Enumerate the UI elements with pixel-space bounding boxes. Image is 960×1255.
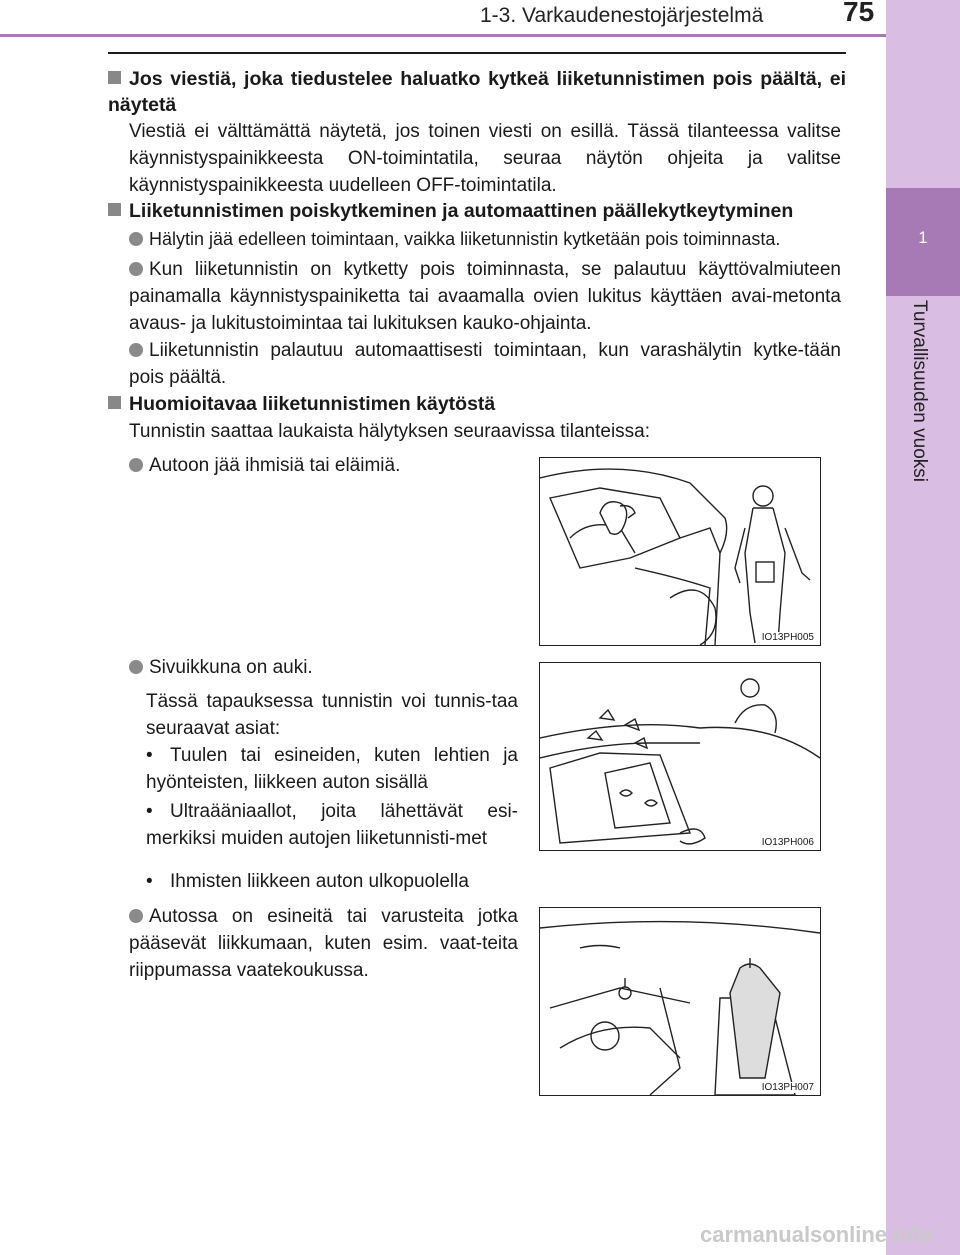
figure-open-window <box>539 662 821 851</box>
section-body-1: Viestiä ei välttämättä näytetä, jos toinen viesti on esillä. Tässä tilanteessa valitse käynnistyspainikkeesta ON-toimintatila, seuraa näytön ohjeita ja valitse käynnistyspainikkeesta uudelleen OFF-toimintatila. <box>129 121 841 196</box>
figure-code: IO13PH007 <box>761 1082 814 1093</box>
condition-subtext: Tässä tapauksessa tunnistin voi tunnis-taa seuraavat asiat: <box>146 691 518 739</box>
condition-item: Autoon jää ihmisiä tai eläimiä. <box>129 452 509 479</box>
bullet-item: Kun liiketunnistin on kytketty pois toiminnasta, se palautuu käyttövalmiuteen painamalla käynnistyspainiketta tai avaamalla ovien lukitus käyttäen avai-metonta avaus- ja lukitustoimintaa tai lukituksen kauko-ohjainta. <box>129 259 841 334</box>
round-bullet-icon <box>129 343 143 357</box>
section-title: 1-3. Varkaudenestojärjestelmä <box>480 4 764 27</box>
round-bullet-icon <box>129 660 143 674</box>
figure-car-with-dog <box>539 457 821 646</box>
round-bullet-icon <box>129 232 143 246</box>
header-divider <box>0 34 886 37</box>
section-heading-1: Jos viestiä, joka tiedustelee haluatko kytkeä liiketunnistimen pois päältä, ei näytetä <box>108 68 846 116</box>
interior-hanging-clothes-illustration <box>540 908 820 1095</box>
square-bullet-icon <box>108 203 121 216</box>
square-bullet-icon <box>108 396 121 409</box>
bullet-item: Hälytin jää edelleen toimintaan, vaikka liiketunnistin kytketään pois toiminnasta. <box>129 226 859 253</box>
figure-code: IO13PH005 <box>761 632 814 643</box>
open-window-leaves-illustration <box>540 663 820 850</box>
condition-item: Autossa on esineitä tai varusteita jotka pääsevät liikkumaan, kuten esim. vaat-teita riippumassa vaatekoukussa. <box>129 906 518 981</box>
chapter-title: Turvallisuuden vuoksi <box>909 300 930 482</box>
section-heading-2: Liiketunnistimen poiskytkeminen ja automaattinen päällekytkeytyminen <box>108 198 858 224</box>
top-rule <box>108 52 846 54</box>
sub-bullet-item: • Ihmisten liikkeen auton ulkopuolella <box>146 871 469 892</box>
watermark: carmanualsonline.info <box>700 1222 934 1247</box>
sub-bullet-item: • Tuulen tai esineiden, kuten lehtien ja hyönteisten, liikkeen auton sisällä <box>146 745 518 793</box>
figure-code: IO13PH006 <box>761 837 814 848</box>
round-bullet-icon <box>129 458 143 472</box>
page-number: 75 <box>843 0 875 27</box>
condition-item: Sivuikkuna on auki. <box>129 654 509 681</box>
round-bullet-icon <box>129 909 143 923</box>
section-intro-3: Tunnistin saattaa laukaista hälytyksen seuraavissa tilanteissa: <box>129 421 651 442</box>
round-bullet-icon <box>129 262 143 276</box>
sub-bullet-item: • Ultraääniaallot, joita lähettävät esi-merkiksi muiden autojen liiketunnisti-met <box>146 801 518 849</box>
chapter-number-box <box>886 188 960 296</box>
chapter-number: 1 <box>918 228 928 247</box>
bullet-item: Liiketunnistin palautuu automaattisesti toimintaan, kun varashälytin kytke-tään pois päältä. <box>129 340 841 388</box>
square-bullet-icon <box>108 71 121 84</box>
section-heading-3: Huomioitavaa liiketunnistimen käytöstä <box>108 391 846 417</box>
figure-interior-clothes <box>539 907 821 1096</box>
car-with-dog-and-man-illustration <box>540 458 820 645</box>
